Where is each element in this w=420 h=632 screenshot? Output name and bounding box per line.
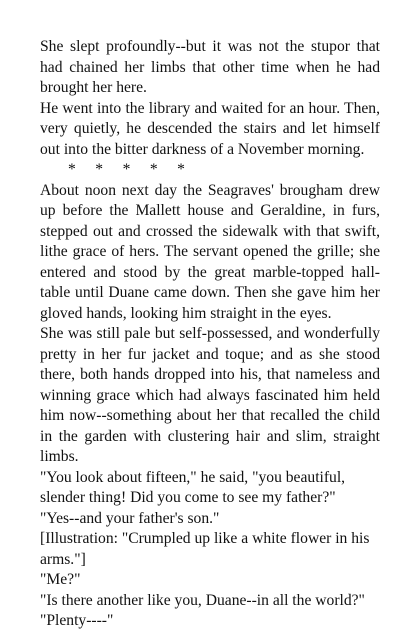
- paragraph-me: "Me?": [40, 571, 81, 588]
- paragraph-library: He went into the library and waited for an hour. Then, very quietly, he descended the stairs and let himself out into the bitter darkness of a November morning.: [40, 99, 380, 158]
- paragraph-another: "Is there another like you, Duane--in all the world?": [40, 591, 365, 609]
- paragraph-plenty: "Plenty----": [40, 612, 114, 629]
- paragraph-yes: "Yes--and your father's son.": [40, 509, 220, 527]
- paragraph-fifteen: "You look about fifteen," he said, "you beautiful, slender thing! Did you come to see my father?": [40, 468, 346, 506]
- section-break: * * * * *: [68, 161, 185, 178]
- paragraph-pale: She was still pale but self-possessed, and wonderfully pretty in her fur jacket and toque; and as she stood there, both hands dropped into his, that nameless and winning grace which had always fascinated him held him now--something about her that recalled the child in the garden with clustering hair and slim, straight limbs.: [40, 325, 380, 465]
- paragraph-brougham: About noon next day the Seagraves' brougham drew up before the Mallett house and Geraldine, in furs, stepped out and crossed the sidewalk with that swift, lithe grace of hers. The servant opened the grille; she entered and stood by the great marble-topped hall-table until Duane came down. Then she gave him her gloved hands, looking him straight in the eyes.: [40, 181, 380, 322]
- illustration-caption: [Illustration: "Crumpled up like a white flower in his arms."]: [40, 530, 370, 568]
- book-page: [40, 37, 380, 632]
- paragraph-slept: She slept profoundly--but it was not the stupor that had chained her limbs that other time when he had brought her here.: [40, 38, 380, 96]
